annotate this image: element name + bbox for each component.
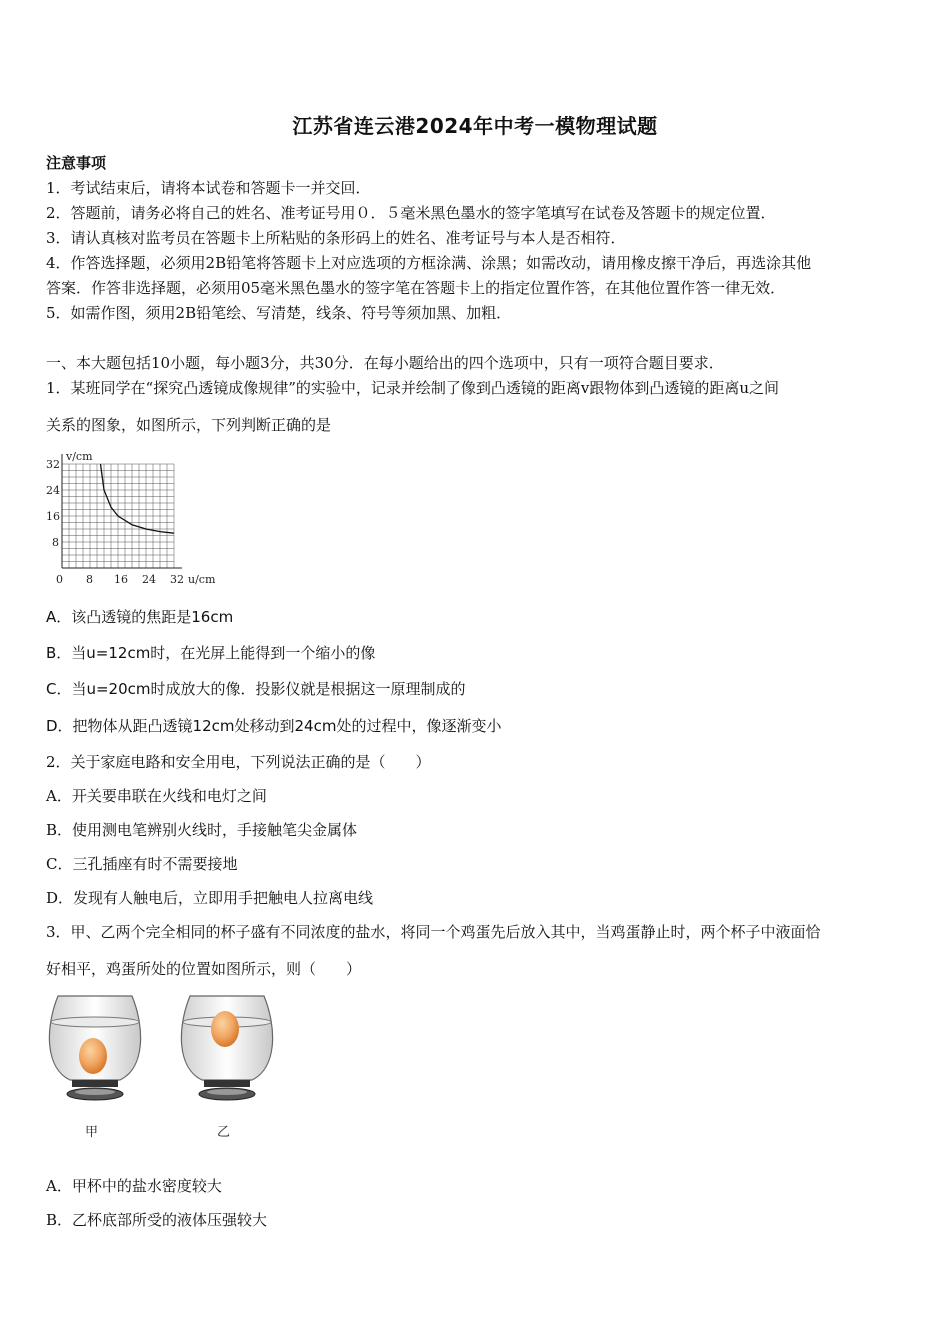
q2-option-d: D．发现有人触电后，立即用手把触电人拉离电线 (46, 889, 374, 907)
x-tick-label: 24 (142, 573, 156, 586)
q3-option-b: B．乙杯底部所受的液体压强较大 (46, 1211, 268, 1229)
q2-stem: 2．关于家庭电路和安全用电，下列说法正确的是（ ） (46, 753, 431, 771)
cup-label-jia: 甲 (85, 1125, 99, 1140)
notice-item: 2．答题前，请务必将自己的姓名、准考证号用０．５毫米黑色墨水的签字笔填写在试卷及答题卡的规定位置． (46, 204, 776, 222)
y-tick-label: 8 (52, 536, 59, 549)
cup-yi-egg (211, 1011, 239, 1047)
q2-option-a: A．开关要串联在火线和电灯之间 (46, 787, 267, 805)
q1-option-a: A．该凸透镜的焦距是16cm (46, 608, 234, 626)
notice-item: 5．如需作图，须用2B铅笔绘、写清楚，线条、符号等须加黑、加粗． (46, 304, 512, 322)
series-line (101, 464, 175, 533)
notice-item: 3．请认真核对监考员在答题卡上所粘贴的条形码上的姓名、准考证号与本人是否相符． (46, 229, 626, 247)
x-tick-label: 16 (114, 573, 128, 586)
cup-label-yi: 乙 (217, 1125, 231, 1140)
q1-option-b: B．当u=12cm时，在光屏上能得到一个缩小的像 (46, 644, 376, 662)
x-tick-label: 0 (56, 573, 63, 586)
notice-item: 答案．作答非选择题，必须用05毫米黑色墨水的签字笔在答题卡上的指定位置作答，在其他位置作答一律无效． (46, 279, 786, 297)
lens-graph (40, 442, 230, 590)
cup-jia (49, 996, 140, 1100)
x-tick-label: 8 (86, 573, 93, 586)
section-heading: 一、本大题包括10小题，每小题3分，共30分．在每小题给出的四个选项中，只有一项符合题目要求． (46, 354, 724, 372)
x-axis-label: u/cm (188, 573, 216, 586)
page-title: 江苏省连云港2024年中考一模物理试题 (292, 114, 658, 138)
y-tick-label: 16 (46, 510, 60, 523)
notice-item: 1．考试结束后，请将本试卷和答题卡一并交回． (46, 179, 371, 197)
q1-stem-cont: 关系的图象，如图所示，下列判断正确的是 (46, 416, 332, 434)
q1-option-c: C．当u=20cm时成放大的像．投影仪就是根据这一原理制成的 (46, 680, 466, 698)
cup-yi-base-highlight (207, 1089, 247, 1095)
q1-stem: 1．某班同学在“探究凸透镜成像规律”的实验中，记录并绘制了像到凸透镜的距离v跟物体到凸透镜的距离u之间 (46, 379, 780, 397)
y-tick-label: 24 (46, 484, 60, 497)
egg-cups-figure (40, 988, 290, 1148)
cup-yi (181, 996, 272, 1100)
q3-stem-cont: 好相平，鸡蛋所处的位置如图所示，则（ ） (46, 960, 362, 978)
x-tick-label: 32 (170, 573, 184, 586)
cup-jia-base-highlight (75, 1089, 115, 1095)
cup-jia-liquid-surface (51, 1017, 139, 1027)
q2-option-c: C．三孔插座有时不需要接地 (46, 855, 238, 873)
cup-yi-stem (204, 1080, 250, 1087)
cup-jia-stem (72, 1080, 118, 1087)
notice-item: 4．作答选择题，必须用2B铅笔将答题卡上对应选项的方框涂满、涂黑；如需改动，请用橡皮擦干净后，再选涂其他 (46, 254, 812, 272)
q3-option-a: A．甲杯中的盐水密度较大 (46, 1177, 222, 1195)
cup-jia-egg (79, 1038, 107, 1074)
notice-heading: 注意事项 (46, 154, 107, 172)
q1-option-d: D．把物体从距凸透镜12cm处移动到24cm处的过程中，像逐渐变小 (46, 717, 502, 735)
q2-option-b: B．使用测电笔辨别火线时，手接触笔尖金属体 (46, 821, 358, 839)
y-tick-label: 32 (46, 458, 60, 471)
lens-graph-svg (40, 442, 230, 590)
egg-cups-svg (40, 988, 290, 1148)
y-axis-label: v/cm (66, 450, 93, 463)
q3-stem: 3．甲、乙两个完全相同的杯子盛有不同浓度的盐水，将同一个鸡蛋先后放入其中，当鸡蛋静止时，两个杯子中液面恰 (46, 923, 821, 941)
